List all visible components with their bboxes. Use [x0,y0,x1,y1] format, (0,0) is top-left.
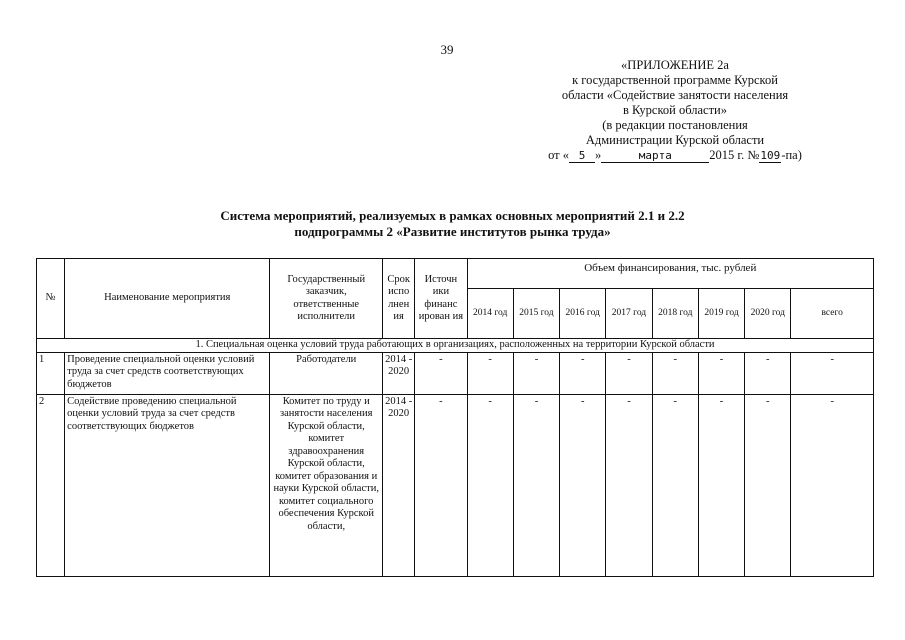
header-total: всего [791,289,874,339]
title-line-2: подпрограммы 2 «Развитие институтов рынка труда» [294,224,611,239]
appendix-line-6: Администрации Курской области [585,133,765,147]
row-num: 1 [37,352,65,394]
row-value-2015: - [513,394,559,576]
header-row-1 [37,259,874,289]
date-day: 5 [569,150,595,163]
row-name: Проведение специальной оценки условий труда за счет средств соответствующих бюджетов [65,352,270,394]
appendix-date-line [525,148,825,163]
row-value-2018: - [652,394,698,576]
row-value-2016: - [560,352,606,394]
header-year-2018: 2018 год [652,289,698,339]
row-value-2020: - [745,394,791,576]
header-financing: Объем финансирования, тыс. рублей [467,259,873,289]
document-title [150,208,755,240]
row-value-2019: - [698,352,744,394]
row-source: - [415,352,467,394]
section-row [37,339,874,353]
header-term: Срок испо лнен ия [383,259,415,339]
header-year-2017: 2017 год [606,289,652,339]
row-source: - [415,394,467,576]
row-value-2018: - [652,352,698,394]
title-line-1: Система мероприятий, реализуемых в рамках основных мероприятий 2.1 и 2.2 [220,208,685,223]
row-value-2014: - [467,352,513,394]
row-value-total: - [791,352,874,394]
header-customer: Государственный заказчик, ответственные исполнители [270,259,383,339]
header-name: Наименование мероприятия [65,259,270,339]
appendix-line-3: области «Содействие занятости населения [561,88,789,102]
document-number: 109 [760,149,781,162]
date-suffix: -па) [781,148,802,162]
header-year-2019: 2019 год [698,289,744,339]
row-customer: Комитет по труду и занятости населения Курской области, комитет здравоохранения Курской области, комитет образования и науки Курской области, комитет социального обеспечения Курской области, [270,394,383,576]
appendix-header [525,58,825,163]
date-prefix: от « [548,148,570,162]
row-value-2020: - [745,352,791,394]
row-term: 2014 - 2020 [383,352,415,394]
appendix-line-4: в Курской области» [622,103,727,117]
table-row [37,394,874,576]
header-year-2014: 2014 год [467,289,513,339]
measures-table [36,258,874,577]
date-month: марта [601,150,709,163]
header-num: № [37,259,65,339]
appendix-line-1: «ПРИЛОЖЕНИЕ 2а [621,58,729,72]
header-year-2016: 2016 год [560,289,606,339]
row-value-total: - [791,394,874,576]
row-value-2017: - [606,352,652,394]
table-row [37,352,874,394]
row-name: Содействие проведению специальной оценки условий труда за счет средств соответствующих бюджетов [65,394,270,576]
row-value-2019: - [698,394,744,576]
page-number: 39 [440,42,454,57]
appendix-line-5: (в редакции постановления [602,118,748,132]
row-value-2015: - [513,352,559,394]
row-value-2016: - [560,394,606,576]
header-year-2020: 2020 год [745,289,791,339]
date-year: 2015 г. № [709,148,760,162]
row-value-2017: - [606,394,652,576]
row-value-2014: - [467,394,513,576]
row-customer: Работодатели [270,352,383,394]
header-year-2015: 2015 год [513,289,559,339]
row-term: 2014 - 2020 [383,394,415,576]
date-mid: » [595,148,602,162]
section-title: 1. Специальная оценка условий труда работающих в организациях, расположенных на территории Курской области [37,339,874,353]
row-num: 2 [37,394,65,576]
appendix-line-2: к государственной программе Курской [572,73,778,87]
header-source: Источн ики финанс ирован ия [415,259,467,339]
